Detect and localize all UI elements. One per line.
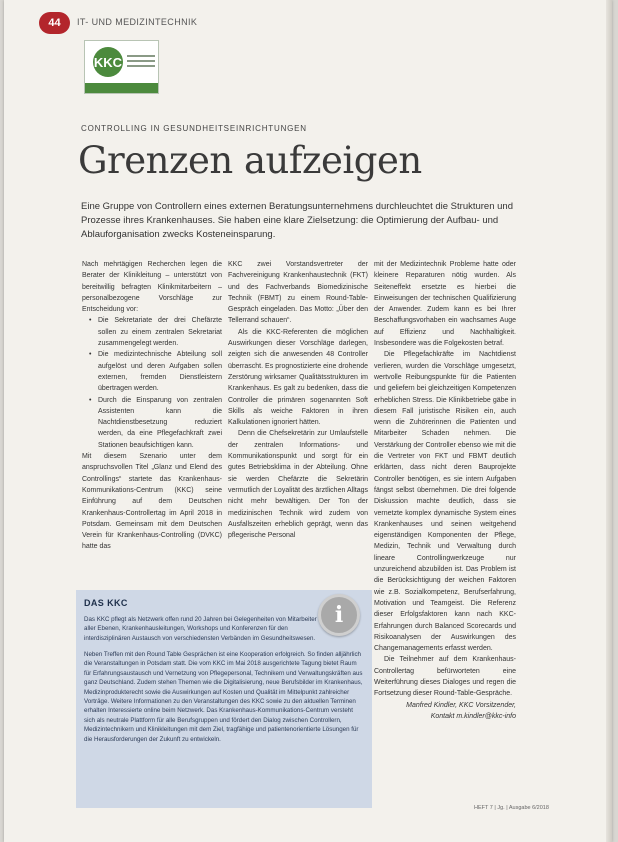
kkc-logo-caption [127, 55, 155, 70]
text-column-1 [82, 259, 222, 553]
page-fold-shadow [606, 0, 612, 842]
article-kicker: CONTROLLING IN GESUNDHEITSEINRICHTUNGEN [81, 124, 307, 133]
section-label: IT- UND MEDIZINTECHNIK [77, 17, 198, 27]
list-item: • Durch die Einsparung von zentralen Assistenten kann die Nachtdienstbesetzung reduziert werden, da eine Pflegefachkraft zwei Stationen beaufsichtigen kann. [98, 395, 222, 451]
paragraph: Die Pflegefachkräfte im Nachtdienst verlieren, wurden die Vorschläge umgesetzt, wertvolle Reibungspunkte für die Patienten und geliefern bei gleichzeitigen Kompetenzen erheblichen Stress. Die Klinikbetriebe gäbe in diesem Fall juristische Risiken ein, auch wenn die Zuhörerinnen die Patienten und Mitarbeiter Schaden nehmen. Die Verstärkung der Controller ebenso wie mit die die Vertreter von FKT und FBMT deutlich erklärten, dass nicht deren Bauprojekte Controller benötigen, es sie intern Aufgaben fängst selbst übernehmen. Die drei folgende Diskussion machte deutlich, dass sie vernetzte komplex dynamische System eines Krankenhauses und seinen weitgehend eigenständigen Komponenten der Pflege, Medizin, Technik und Verwaltung durch lineare Controllingwerkzeuge nur unzureichend abzubilden ist. Das Problem ist die Berücksichtigung der weichen Faktoren wie z.B. Sozialkompetenz, Berufserfahrung, Motivation und Teamgeist. Die Referenz dieser Erfolgsfaktoren kann nach KKC-Erfahrungen durch Balanced Scorecards und Risikoanalysen der Auswirkungen des Changemanagements erfasst werden. [374, 351, 516, 653]
paragraph: Denn die Chefsekretärin zur Umlaufstelle der zentralen Informations- und Kommunikationspunkt und sorgt für ein gutes Betriebsklima in der Abteilung. Ohne sie werden Chefärzte die Sekretärin vermutlich der Loyalität des ärztlichen Alltags nicht mehr bewältigen. Der Ton der medizinischen Technik wird zudem von Ausfallszeiten erheblich geprägt, wenn das pflegerische Personal [228, 430, 368, 540]
info-box-title: DAS KKC [84, 598, 128, 608]
author-contact: Kontakt m.kindler@kkc-info [430, 712, 516, 720]
kkc-logo-mark: KKC [93, 47, 123, 77]
paragraph: Mit diesem Szenario unter dem anspruchsvollen Titel „Glanz und Elend des Controllings“ startete das Krankenhaus-Kommunikations-Centrum (KKC) seine Einführung auf dem Deutschen Krankenhaus-Controllertag im April 2018 in Potsdam. Gemeinsam mit dem Deutschen Verein für Krankenhaus-Controlling (DVKC) hatte das [82, 453, 222, 551]
info-box-body: Neben Treffen mit den Round Table Gesprächen ist eine Kooperation erfolgreich. So finden alljährlich die Veranstaltungen in Potsdam statt. Die vom KKC im Mai 2018 ausgerichtete Tagung bietet Raum für Erfahrungsaustausch und Vernetzung von Pflegepersonal, Technikern und Verwaltungskräften aus ganz Deutschland. Zudem stehen Themen wie die Digitalisierung, neue Berufsbilder im Krankenhaus, Medizinprodukterecht sowie die Auswirkungen auf Kosten und Qualität im Mittelpunkt zahlreicher Vorträge. Weitere Informationen zu den Veranstaltungen des KKC sowie zu den aktuellen Terminen erhalten Interessierte online beim Netzwerk. Das Krankenhaus-Kommunikations-Centrum versteht sich als neutrale Plattform für alle Berufsgruppen und fördert den Dialog zwischen Controllern, Medizintechnikern und Klinikleitungen mit dem Ziel, tragfähige und patientenorientierte Lösungen für die Herausforderungen der Zukunft zu entwickeln. [84, 651, 363, 743]
list-item: • Die medizintechnische Abteilung soll aufgelöst und deren Aufgaben sollen externen, fremden Dienstleistern übertragen werden. [98, 349, 222, 394]
author-signature: Manfred Kindler, KKC Vorsitzender, [406, 701, 516, 709]
page-footer: HEFT 7 | Jg. | Ausgabe 6/2018 [474, 805, 549, 811]
paragraph: Als die KKC-Referenten die möglichen Auswirkungen dieser Vorschläge darlegen, zeigten sich die anwesenden 48 Controller überrascht. Es prognostizierte eine drohende Zerstörung wirksamer Qualitätsstrukturen im Krankenhaus. Es galt zu bedenken, dass die Controller die primären sogenannten Soft Skills als weiche Faktoren in ihren Kalkulationen ignoriert hätten. [228, 328, 368, 427]
paragraph: Nach mehrtägigen Recherchen legen die Berater der Klinikleitung – unterstützt von bereitwillig befragten Klinikmitarbeitern – personalbezogene Vorschläge zur Entscheidung vor: [82, 261, 222, 314]
page-number-badge: 44 [39, 12, 70, 34]
paragraph: KKC zwei Vorstandsvertreter der Fachvereinigung Krankenhaustechnik (FKT) und des Fachverbands Biomedizinische Technik (FBMT) zu einem Round-Table-Gespräch eingeladen. Das Motto: „Über den Tellerrand schauen“. [228, 261, 368, 325]
list-item: • Die Sekretariate der drei Chefärzte sollen zu einem zentralen Sekretariat zusammengelegt werden. [98, 315, 222, 349]
text-column-3 [374, 259, 516, 722]
magazine-page [4, 0, 612, 842]
info-box [76, 590, 372, 808]
text-column-2 [228, 259, 368, 541]
article-lead: Eine Gruppe von Controllern eines externen Beratungsunternehmens durchleuchtet die Strukturen und Prozesse ihres Krankenhauses. Sie haben eine klare Zielsetzung: die Optimierung der Aufbau- und Ablauforganisation zwecks Kosteneinsparung. [81, 201, 513, 240]
kkc-logo [84, 40, 159, 94]
article-title: Grenzen aufzeigen [78, 139, 422, 182]
kkc-logo-bar [85, 83, 158, 93]
info-box-intro: Das KKC pflegt als Netzwerk offen rund 20 Jahren bei Gelegenheiten von Mitarbeiter aller Ebenen, Krankenhausleitungen, Workshops und Konferenzen für den interdisziplinären Austausch von verschiedensten Verbänden im Gesundheitswesen. [84, 616, 317, 642]
info-icon: i [318, 594, 360, 636]
paragraph: mit der Medizintechnik Probleme hatte oder kleinere Reparaturen nötig wurden. Als Seiteneffekt ersetzte es hierbei die Einweisungen der technischen Qualifizierung der Anwender. Zudem kann es bei Ihrer Beschaffungsvorhaben ein wachsames Auge auf Effizienz und Nachhaltigkeit. Insbesondere was die Folgekosten betraf. [374, 261, 516, 348]
paragraph: Die Teilnehmer auf dem Krankenhaus-Controllertag befürworteten eine Weiterführung dieses Dialoges und regen die Fortsetzung dieser Round-Table-Gespräche. [374, 656, 516, 698]
proposal-list [82, 315, 222, 451]
